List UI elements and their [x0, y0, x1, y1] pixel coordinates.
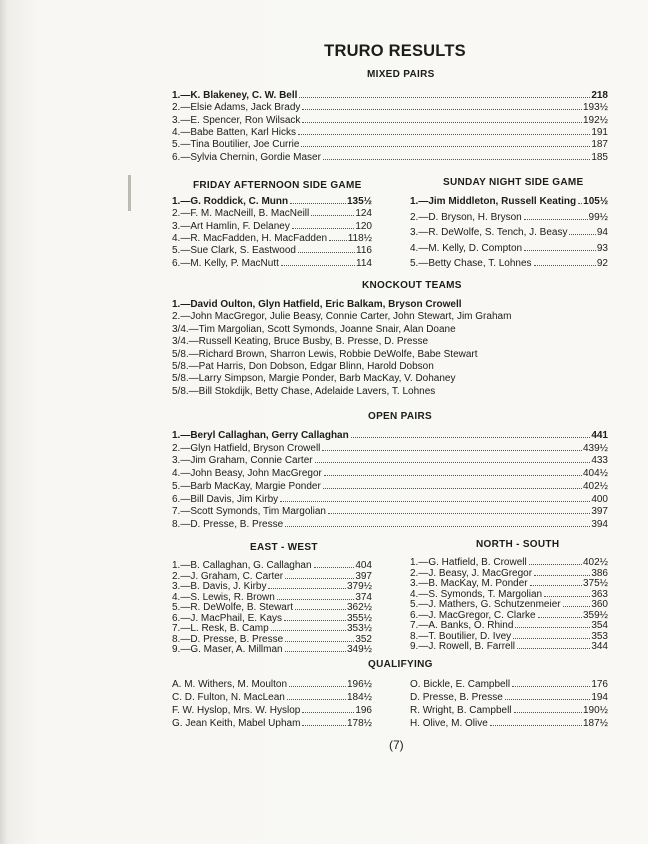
result-row	[172, 89, 608, 102]
result-row	[172, 244, 372, 257]
team-row: 5/8.—Bill Stokdijk, Betty Chase, Adelaide Lavers, T. Lohnes	[172, 385, 436, 397]
score: 344	[591, 641, 608, 652]
pair-names: 2.—Glyn Hatfield, Bryson Crowell	[172, 442, 321, 454]
pair-names: 3.—B. MacKay, M. Ponder	[410, 578, 528, 589]
result-row	[410, 691, 608, 704]
result-row	[172, 704, 372, 717]
pair-names: 6.—Sylvia Chernin, Gordie Maser	[172, 151, 321, 163]
result-row	[172, 442, 608, 455]
pair-names: 4.—R. MacFadden, H. MacFadden	[172, 232, 328, 244]
pair-names: 2.—J. Beasy, J. MacGregor	[410, 567, 533, 579]
dot-leader	[530, 585, 582, 586]
score: 404½	[582, 468, 608, 480]
pair-names: 3.—B. Davis, J. Kirby	[172, 581, 267, 592]
pair-names: 2.—J. Graham, C. Carter	[172, 570, 284, 582]
dot-leader	[289, 686, 346, 687]
dot-leader	[299, 97, 590, 98]
pair-names: 1.—B. Callaghan, G. Callaghan	[172, 560, 312, 571]
score: 187½	[582, 718, 608, 730]
score: 402½	[582, 480, 608, 492]
result-row	[410, 195, 608, 208]
pair-names: 5.—R. DeWolfe, B. Stewart	[172, 602, 293, 613]
score: 190½	[582, 705, 608, 717]
score: 196½	[346, 679, 372, 690]
score: 397	[591, 506, 608, 518]
page-title: TRURO RESULTS	[324, 42, 466, 60]
score: 194	[591, 692, 608, 704]
heading-open-pairs: OPEN PAIRS	[368, 411, 432, 422]
pair-names: 1.—K. Blakeney, C. W. Bell	[172, 90, 298, 101]
pair-names: 5.—Barb MacKay, Margie Ponder	[172, 480, 321, 492]
result-row	[172, 138, 608, 151]
heading-north-south: NORTH - SOUTH	[476, 539, 560, 550]
score: 355½	[346, 612, 372, 624]
dot-leader	[529, 564, 582, 565]
result-row	[172, 691, 372, 704]
result-row	[172, 151, 608, 164]
score: 218	[591, 90, 608, 101]
result-row	[172, 126, 608, 139]
dot-leader	[271, 630, 346, 631]
dot-leader	[322, 450, 582, 451]
pair-names: G. Jean Keith, Mabel Upham	[172, 718, 301, 730]
pair-names: 7.—Scott Symonds, Tim Margolian	[172, 506, 326, 518]
pair-names: 5.—Betty Chase, T. Lohnes	[410, 258, 532, 270]
score: 124	[355, 208, 372, 220]
pair-names: 4.—Babe Batten, Karl Hicks	[172, 126, 296, 138]
result-row	[410, 640, 608, 653]
score: 375½	[582, 578, 608, 589]
dot-leader	[563, 606, 591, 607]
dot-leader	[534, 575, 590, 576]
score: 353½	[346, 623, 372, 634]
dot-leader	[524, 219, 588, 220]
result-row	[172, 207, 372, 220]
score: 362½	[346, 602, 372, 613]
pair-names: 1.—Beryl Callaghan, Gerry Callaghan	[172, 430, 349, 441]
score: 402½	[582, 557, 608, 568]
pair-names: 5.—J. Mathers, G. Schutzenmeier	[410, 599, 561, 610]
score: 176	[591, 679, 608, 690]
result-row	[172, 480, 608, 493]
result-row	[172, 717, 372, 730]
dot-leader	[323, 488, 582, 489]
pair-names: D. Presse, B. Presse	[410, 692, 503, 704]
result-row	[172, 518, 608, 531]
score: 118½	[347, 232, 372, 244]
page-number: (7)	[389, 738, 404, 752]
dot-leader	[268, 588, 346, 589]
result-row	[410, 704, 608, 717]
dot-leader	[534, 265, 596, 266]
score: 397	[355, 570, 372, 582]
dot-leader	[285, 641, 354, 642]
team-row: 2.—John MacGregor, Julie Beasy, Connie Carter, John Stewart, Jim Graham	[172, 311, 512, 323]
score: 386	[591, 567, 608, 579]
pair-names: 3.—E. Spencer, Ron Wilsack	[172, 114, 301, 126]
dot-leader	[298, 134, 590, 135]
score: 196	[355, 705, 372, 717]
result-row	[172, 232, 372, 245]
pair-names: 6.—J. MacPhail, E. Kays	[172, 612, 283, 624]
result-row	[172, 454, 608, 467]
dot-leader	[512, 686, 590, 687]
score: 114	[356, 257, 372, 269]
dot-leader	[287, 699, 346, 700]
score: 374	[355, 591, 372, 603]
score: 349½	[346, 644, 372, 655]
score: 354	[591, 620, 608, 631]
dot-leader	[281, 265, 355, 266]
pair-names: C. D. Fulton, N. MacLean	[172, 692, 285, 704]
score: 185	[591, 151, 608, 163]
score: 94	[596, 227, 608, 239]
dot-leader	[324, 475, 582, 476]
dot-leader	[292, 228, 354, 229]
score: 433	[591, 455, 608, 467]
score: 400	[591, 493, 608, 505]
heading-friday-side-game: FRIDAY AFTERNOON SIDE GAME	[193, 180, 362, 191]
result-row	[172, 429, 608, 442]
pair-names: 6.—M. Kelly, P. MacNutt	[172, 257, 279, 269]
pair-names: 6.—Bill Davis, Jim Kirby	[172, 493, 279, 505]
dot-leader	[295, 609, 346, 610]
dot-leader	[328, 513, 590, 514]
score: 379½	[346, 581, 372, 592]
score: 353	[591, 630, 608, 642]
pair-names: A. M. Withers, M. Moulton	[172, 679, 288, 690]
dot-leader	[329, 240, 347, 241]
score: 363	[591, 588, 608, 600]
pair-names: 4.—M. Kelly, D. Compton	[410, 242, 523, 254]
result-row	[410, 257, 608, 270]
pair-names: O. Bickle, E. Campbell	[410, 679, 511, 690]
score: 99½	[588, 211, 608, 223]
dot-leader	[298, 252, 355, 253]
dot-leader	[285, 526, 590, 527]
result-row	[410, 226, 608, 239]
score: 394	[591, 518, 608, 530]
score: 135½	[346, 196, 372, 207]
dot-leader	[351, 437, 591, 438]
heading-sunday-side-game: SUNDAY NIGHT SIDE GAME	[443, 177, 584, 188]
team-row: 5/8.—Pat Harris, Don Dobson, Edgar Blinn, Harold Dobson	[172, 361, 434, 372]
pair-names: 1.—G. Hatfield, B. Crowell	[410, 557, 527, 568]
pair-names: F. W. Hyslop, Mrs. W. Hyslop	[172, 705, 301, 717]
score: 441	[591, 430, 608, 441]
pair-names: 3.—R. DeWolfe, S. Tench, J. Beasy	[410, 227, 568, 239]
dot-leader	[515, 627, 590, 628]
team-row: 3/4.—Russell Keating, Bruce Busby, B. Presse, D. Presse	[172, 336, 429, 348]
pair-names: 8.—T. Boutilier, D. Ivey	[410, 630, 512, 642]
score: 439½	[582, 442, 608, 454]
team-row: 5/8.—Larry Simpson, Margie Ponder, Barb MacKay, V. Dohaney	[172, 373, 456, 385]
result-row	[410, 242, 608, 255]
pair-names: 7.—A. Banks, O. Rhind	[410, 620, 514, 631]
dot-leader	[285, 651, 346, 652]
dot-leader	[302, 712, 354, 713]
team-row: 5/8.—Richard Brown, Sharron Lewis, Robbie DeWolfe, Babe Stewart	[172, 348, 478, 360]
result-row	[172, 114, 608, 127]
pair-names: 4.—S. Lewis, R. Brown	[172, 591, 275, 603]
dot-leader	[569, 234, 595, 235]
score: 360	[591, 599, 608, 610]
pair-names: 1.—Jim Middleton, Russell Keating	[410, 196, 577, 207]
dot-leader	[302, 725, 346, 726]
result-row	[172, 195, 372, 208]
score: 193½	[582, 102, 608, 114]
dot-leader	[285, 578, 354, 579]
dot-leader	[544, 596, 590, 597]
pair-names: 8.—D. Presse, B. Presse	[172, 518, 284, 530]
dot-leader	[514, 712, 582, 713]
pair-names: 4.—John Beasy, John MacGregor	[172, 468, 322, 480]
pair-names: 6.—J. MacGregor, C. Clarke	[410, 609, 536, 621]
heading-east-west: EAST - WEST	[250, 542, 318, 553]
result-row	[172, 220, 372, 233]
heading-mixed-pairs: MIXED PAIRS	[367, 69, 435, 80]
dot-leader	[290, 203, 346, 204]
pair-names: 2.—F. M. MacNeill, B. MacNeill	[172, 208, 310, 220]
dot-leader	[517, 648, 590, 649]
pair-names: 8.—D. Presse, B. Presse	[172, 633, 284, 645]
pair-names: R. Wright, B. Campbell	[410, 705, 512, 717]
result-row	[172, 505, 608, 518]
dot-leader	[302, 122, 582, 123]
dot-leader	[513, 638, 590, 639]
pair-names: 3.—Art Hamlin, F. Delaney	[172, 220, 290, 232]
score: 184½	[346, 692, 372, 704]
dot-leader	[284, 620, 346, 621]
pair-names: 5.—Sue Clark, S. Eastwood	[172, 245, 296, 257]
dot-leader	[490, 725, 582, 726]
heading-knockout-teams: KNOCKOUT TEAMS	[362, 280, 462, 291]
result-row	[410, 211, 608, 224]
result-row	[172, 643, 372, 656]
heading-qualifying: QUALIFYING	[368, 659, 433, 670]
pair-names: 2.—Elsie Adams, Jack Brady	[172, 102, 301, 114]
dot-leader	[277, 599, 355, 600]
dot-leader	[301, 146, 590, 147]
pair-names: 9.—J. Rowell, B. Farrell	[410, 641, 516, 652]
score: 92	[596, 258, 608, 270]
pair-names: 9.—G. Maser, A. Millman	[172, 644, 283, 655]
result-row	[172, 678, 372, 691]
score: 187	[591, 139, 608, 151]
pair-names: H. Olive, M. Olive	[410, 718, 488, 730]
team-row: 3/4.—Tim Margolian, Scott Symonds, Joanne Snair, Alan Doane	[172, 323, 456, 335]
result-row	[172, 101, 608, 114]
score: 352	[355, 633, 372, 645]
result-row	[172, 467, 608, 480]
result-row	[172, 257, 372, 270]
result-row	[410, 717, 608, 730]
score: 120	[355, 220, 372, 232]
dot-leader	[538, 617, 582, 618]
dot-leader	[311, 215, 354, 216]
pair-names: 7.—L. Resk, B. Camp	[172, 623, 269, 634]
score: 359½	[582, 609, 608, 621]
dot-leader	[505, 699, 591, 700]
dot-leader	[315, 462, 591, 463]
score: 116	[356, 245, 372, 257]
dot-leader	[314, 567, 355, 568]
team-row: 1.—David Oulton, Glyn Hatfield, Eric Balkam, Bryson Crowell	[172, 299, 462, 310]
score: 404	[355, 560, 372, 571]
dot-leader	[302, 109, 582, 110]
pair-names: 4.—S. Symonds, T. Margolian	[410, 588, 543, 600]
score: 93	[596, 242, 608, 254]
result-row	[410, 678, 608, 691]
pair-names: 1.—G. Roddick, C. Munn	[172, 196, 289, 207]
dot-leader	[323, 159, 590, 160]
score: 105½	[583, 196, 609, 207]
score: 192½	[582, 114, 608, 126]
score: 191	[591, 126, 608, 138]
dot-leader	[280, 501, 590, 502]
pair-names: 3.—Jim Graham, Connie Carter	[172, 455, 313, 467]
result-row	[172, 493, 608, 506]
dot-leader	[524, 250, 596, 251]
dot-leader	[578, 203, 582, 204]
score: 178½	[346, 718, 372, 730]
pair-names: 5.—Tina Boutilier, Joe Currie	[172, 139, 300, 151]
pair-names: 2.—D. Bryson, H. Bryson	[410, 211, 522, 223]
